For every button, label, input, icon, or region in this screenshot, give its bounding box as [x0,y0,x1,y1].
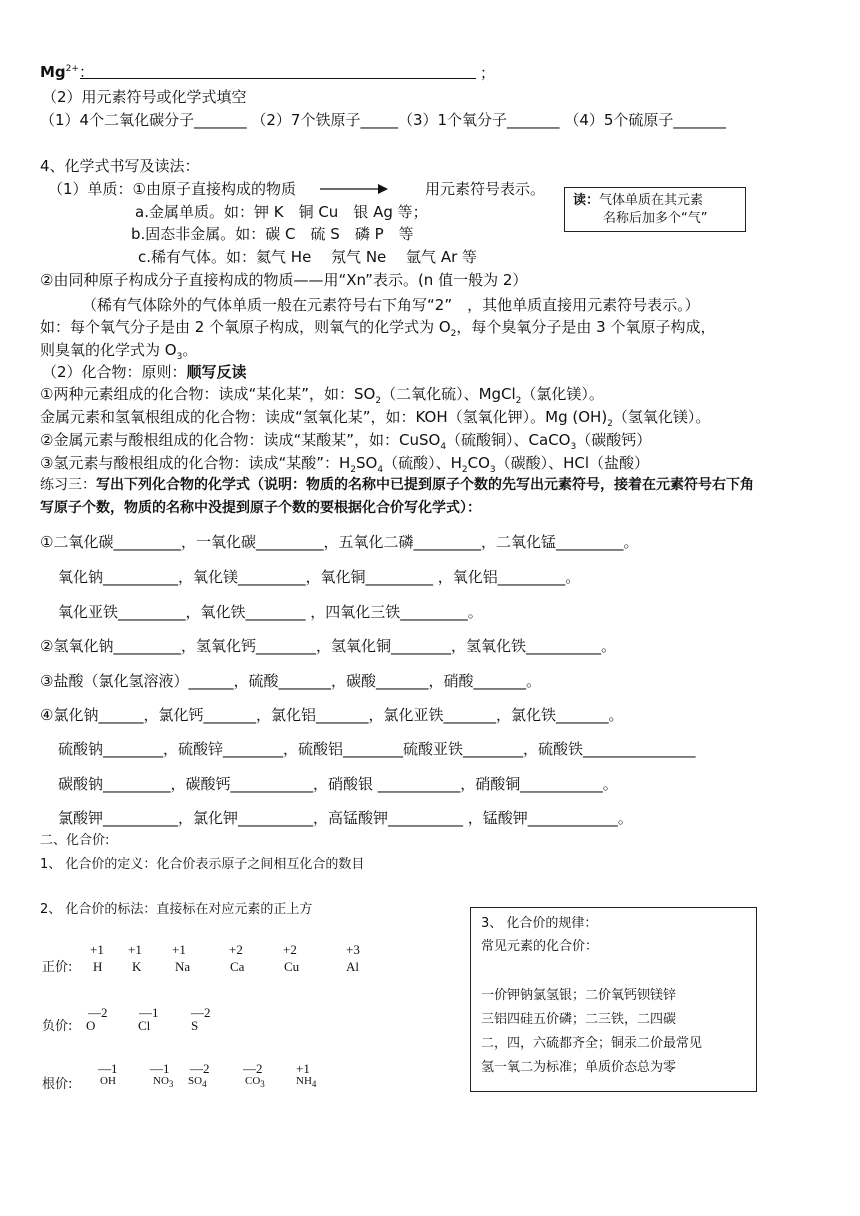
c4-sub3: 2 [461,465,468,475]
pos-el-3: Ca [230,959,245,974]
valence-rules-box [470,907,757,1092]
q2-items [40,111,726,129]
eg2-line [40,341,197,363]
eg1-line [40,318,716,340]
practice-row-5[interactable]: ③盐酸（氯化氢溶液）______，硫酸_______，碳酸_______，硝酸_______。 [40,672,541,690]
eg1-sub: 2 [450,329,457,339]
mol-line: ②由同种原子构成分子直接构成的物质——用“Xn”表示。(n 值一般为 2） [40,271,528,289]
q2-item-1[interactable]: （1）4个二氧化碳分子_______ [40,111,247,129]
c2-b: （氢氧化镁）。 [612,408,711,426]
exercise-line-1 [40,477,754,494]
c1-c: （氯化镁）。 [521,385,604,403]
eg2-sub: 3 [176,352,183,362]
pos-val-0: +1 [90,942,104,957]
c3-b: （硫酸铜）、CaCO [446,431,571,449]
c4-sub2: 4 [377,465,384,475]
pos-el-2: Na [175,959,191,974]
c2-sub: 2 [607,419,613,429]
c3-sub2: 3 [570,442,577,452]
solid-line: b.固态非金属。如：碳 C 硫 S 磷 P 等 [131,225,414,243]
exercise-line-2: 写原子个数，物质的名称中没提到原子个数的要根据化合价写化学式）： [40,500,481,516]
eg1-text-b: ，每个臭氧分子是由 3 个氧原子构成， [456,318,716,336]
practice-row-2[interactable]: 氧化钠__________，氧化镁_________，氧化铜_________ ，氧化铝_________。 [58,568,581,586]
single-line-1 [48,180,296,198]
root-val-2: —2 [190,1061,210,1076]
c1-b: （二氧化硫）、MgCl [381,385,516,403]
pos-val-5: +3 [346,942,360,957]
exercise-label: 练习三： [40,477,96,493]
rules-line-1: 一价钾钠氯氢银；二价氧钙钡镁锌 [481,988,677,1003]
root-val-3: —2 [243,1061,263,1076]
single-1-text: （1）单质：①由原子直接构成的物质 [48,180,296,198]
practice-row-7[interactable]: 硫酸钠________，硫酸锌________，硫酸铝________硫酸亚铁________，硫酸铁_______________ [58,740,696,758]
c4-e: （碳酸）、HCl（盐酸） [495,454,650,472]
root-val-0: —1 [98,1061,118,1076]
arrow-icon [320,183,388,195]
sec4-title: 4、化学式书写及读法： [40,157,200,175]
comp-title [42,363,247,381]
eg1-text-a: 如：每个氧气分子是由 2 个氧原子构成，则氧气的化学式为 O [40,318,451,336]
root-el-2: $SO_4$ [188,1075,207,1090]
negative-label: 负价: [42,1019,73,1034]
neg-el-0: O [86,1018,96,1033]
note-line: （稀有气体除外的气体单质一般在元素符号右下角写“2” ，其他单质直接用元素符号表示。） [82,296,700,314]
neg-val-2: —2 [191,1005,211,1020]
pos-el-5: Al [346,959,359,974]
root-label: 根价: [42,1077,73,1092]
root-el-3: $CO_3$ [245,1075,265,1090]
root-val-4: +1 [296,1061,310,1076]
c4-sub4: 3 [489,465,496,475]
single-1b-text: 用元素符号表示。 [425,180,546,198]
c4-b: SO [356,454,378,472]
c4-sub1: 2 [350,465,357,475]
practice-row-9[interactable]: 氯酸钾__________，氯化钾__________，高锰酸钾__________ ，锰酸钾____________。 [58,809,633,827]
rules-title: 3、 化合价的规律： [481,916,598,931]
pos-el-1: K [132,959,142,974]
practice-row-1[interactable]: ①二氧化碳_________，一氧化碳_________，五氧化二磷_________，二氧化锰_________。 [40,533,639,551]
c3-c: （碳酸钙） [576,431,652,449]
c1-sub2: 2 [515,396,522,406]
positive-label: 正价: [42,960,73,975]
read-box-line1: 气体单质在其元素 [599,193,704,208]
c4-c: （硫酸）、H [383,454,462,472]
root-val-1: —1 [150,1061,170,1076]
c1-line [40,385,604,407]
valence-marking: 2、 化合价的标法：直接标在对应元素的正上方 [40,902,313,917]
practice-row-6[interactable]: ④氯化钠______，氯化钙_______，氯化铝_______，氯化亚铁_______，氯化铁_______。 [40,706,624,724]
rules-line-2: 三铝四硅五价磷；二三铁，二四碳 [481,1012,677,1027]
metal-line: a.金属单质。如：钾 K 铜 Cu 银 Ag 等； [135,203,428,221]
mg-end: ； [480,64,496,82]
root-el-0: OH [100,1075,116,1087]
read-box-line2: 名称后加多个“气” [603,211,708,226]
pos-el-4: Cu [284,959,300,974]
mg-answer-line[interactable] [80,78,476,79]
c3-line [40,431,651,453]
q2-title: （2）用元素符号或化学式填空 [42,88,247,106]
comp-rule: 顺写反读 [186,363,247,381]
mg-symbol: Mg [40,63,66,81]
neg-val-1: —1 [139,1005,159,1020]
c4-a: ③氢元素与酸根组成的化合物：读成“某酸”：H [40,454,351,472]
pos-val-2: +1 [172,942,186,957]
mg-charge: 2+ [65,64,79,74]
c3-a: ②金属元素与酸根组成的化合物：读成“某酸某”，如：CuSO [40,431,441,449]
read-box-label: 读： [573,193,600,208]
comp-title-text: （2）化合物：原则： [42,363,187,381]
pos-val-4: +2 [283,942,297,957]
valence-title: 二、化合价: [40,833,110,848]
pos-val-1: +1 [128,942,142,957]
c2-line [40,408,710,430]
root-el-1: $NO_3$ [153,1075,174,1090]
rules-line-4: 氢一氧二为标准；单质价态总为零 [481,1060,677,1075]
neg-val-0: —2 [88,1005,108,1020]
neg-el-2: S [191,1018,199,1033]
rules-line-3: 二，四，六硫都齐全；铜汞二价最常见 [481,1036,703,1051]
c1-sub1: 2 [375,396,382,406]
c4-d: CO [467,454,490,472]
valence-definition: 1、 化合价的定义：化合价表示原子之间相互化合的数目 [40,857,365,872]
rare-line: c.稀有气体。如：氦气 He 氖气 Ne 氩气 Ar 等 [138,248,478,266]
pos-el-0: H [93,959,103,974]
eg2-text-b: 。 [182,341,198,359]
c1-a: ①两种元素组成的化合物：读成“某化某”，如：SO [40,385,376,403]
pos-val-3: +2 [229,942,243,957]
mg-colon: ： [78,63,94,81]
practice-row-8[interactable]: 碳酸钠_________，碳酸钙___________，硝酸银 ___________，硝酸铜___________。 [58,775,618,793]
practice-row-3[interactable]: 氧化亚铁_________，氧化铁________ ，四氧化三铁_________。 [58,603,483,621]
rules-subtitle: 常见元素的化合价： [481,939,599,954]
c4-line [40,454,649,476]
q2-item-3[interactable]: （3）1个氧分子_______ [397,111,560,129]
practice-row-4[interactable]: ②氢氧化钠_________，氢氧化钙________，氢氧化铜________，氢氧化铁__________。 [40,637,616,655]
root-el-4: $NH_4$ [296,1075,317,1090]
q2-item-4[interactable]: （4）5个硫原子_______ [564,111,726,129]
neg-el-1: Cl [138,1018,151,1033]
c2-a: 金属元素和氢氧根组成的化合物：读成“氢氧化某”，如：KOH（氢氧化钾）。Mg (OH) [40,408,608,426]
exercise-instruction-1: 写出下列化合物的化学式（说明：物质的名称中已提到原子个数的先写出元素符号，接着在元素符号右下角 [96,477,754,493]
q2-item-2[interactable]: （2）7个铁原子_____ [251,111,398,129]
c3-sub1: 4 [440,442,447,452]
eg2-text-a: 则臭氧的化学式为 O [40,341,177,359]
read-box [564,187,746,232]
